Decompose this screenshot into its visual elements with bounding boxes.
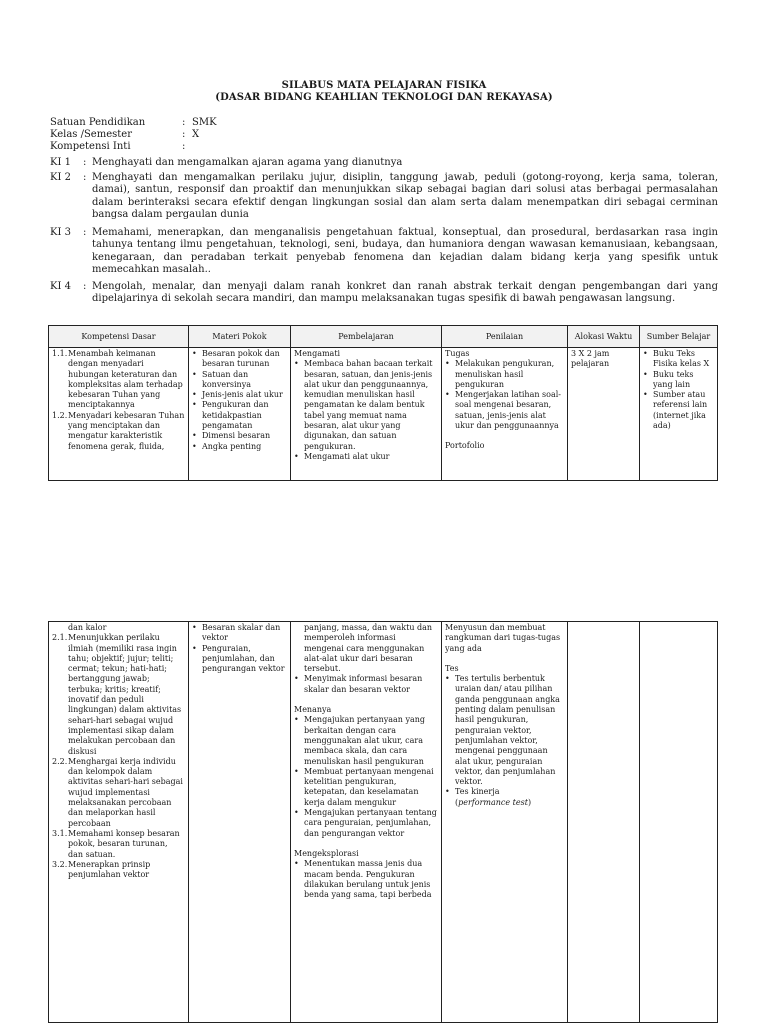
section-heading: Mengamati [294, 349, 341, 358]
list-item-continued: Menyusun dan membuat rangkuman dari tugas-tugas yang ada [445, 623, 561, 653]
col-header-materi: Materi Pokok [189, 326, 291, 348]
list-item: • Pengukuran dan ketidakpastian pengamatan [192, 400, 287, 431]
ki-4: KI 4 : Mengolah, menalar, dan menyaji dalam ranah konkret dan ranah abstrak terkait dengan pengembangan dari yang dipelajarinya di sekolah secara mandiri, dan mampu melaksanakan tugas spesifik di bawah pengawasan langsung. [50, 281, 718, 305]
meta-value: SMK [192, 117, 217, 128]
ki-code: KI 4 [50, 281, 71, 292]
col-header-pembelajaran: Pembelajaran [291, 326, 442, 348]
col-header-penilaian: Penilaian [442, 326, 568, 348]
ki-code: KI 3 [50, 227, 71, 238]
title-line-1: SILABUS MATA PELAJARAN FISIKA [281, 80, 487, 91]
section-heading: Tes [445, 663, 459, 673]
list-item: • Penguraian, penjumlahan, dan pengurangan vektor [192, 644, 287, 675]
meta-row-satuan: Satuan Pendidikan : SMK [50, 117, 217, 128]
cell-materi [189, 348, 291, 481]
col-header-sumber: Sumber Belajar [640, 326, 718, 348]
section-heading: Tugas [445, 349, 470, 358]
ki-text: Mengolah, menalar, dan menyaji dalam ranah konkret dan ranah abstrak terkait dengan pengembangan dari yang dipelajarinya di sekolah secara mandiri, dan mampu melaksanakan tugas spesifik di bawah pengawasan langsung. [92, 281, 718, 305]
list-item: 1.1. Menambah keimanan dengan menyadari hubungan keteraturan dan kompleksitas alam terhadap kebesaran Tuhan yang menciptakannya [52, 349, 183, 410]
document-title [0, 80, 768, 104]
cell-sumber [640, 622, 718, 1023]
cell-kd [49, 348, 189, 481]
list-item: 3.2. Menerapkan prinsip penjumlahan vektor [52, 859, 151, 880]
title-line-2: (DASAR BIDANG KEAHLIAN TEKNOLOGI DAN REKAYASA) [215, 92, 553, 103]
list-item: • Tes tertulis berbentuk uraian dan/ atau pilihan ganda penggunaan angka penting dalam penulisan hasil pengukuran, penguraian vektor, penjumlahan vektor, mengenai penggunaan alat ukur, penguraian vektor, dan penjumlahan vektor. [445, 674, 564, 787]
ki-3: KI 3 : Memahami, menerapkan, dan menganalisis pengetahuan faktual, konseptual, dan prosedural, berdasarkan rasa ingin tahunya tentang ilmu pengetahuan, teknologi, seni, budaya, dan humaniora dengan wawasan kemanusiaan, kebangsaan, kenegaraan, dan peradaban terkait penyebab fenomena dan kejadian dalam bidang kerja yang spesifik untuk memecahkan masalah.. [50, 227, 718, 275]
list-item: • Mengamati alat ukur [294, 452, 438, 462]
ki-2: KI 2 : Menghayati dan mengamalkan perilaku jujur, disiplin, tanggung jawab, peduli (gotong-royong, kerja sama, toleran, damai), santun, responsif dan proaktif dan menunjukkan sikap sebagai bagian dari solusi atas berbagai permasalahan dalam berinteraksi secara efektif dengan lingkungan sosial dan alam serta dalam menempatkan diri sebagai cerminan bangsa dalam pergaulan dunia [50, 172, 718, 220]
list-item: • Membaca bahan bacaan terkait besaran, satuan, dan jenis-jenis alat ukur dan penggunaannya, kemudian menuliskan hasil pengamatan ke dalam bentuk tabel yang memuat nama besaran, alat ukur yang digunakan, dan satuan pengukuran. [294, 359, 438, 452]
syllabus-table-page1 [48, 325, 718, 481]
col-header-kd: Kompetensi Dasar [49, 326, 189, 348]
list-item: • Buku Teks Fisika kelas X [643, 349, 714, 370]
list-item: • Angka penting [192, 442, 287, 452]
cell-materi [189, 622, 291, 1023]
ki-1: KI 1 : Menghayati dan mengamalkan ajaran agama yang dianutnya [50, 157, 718, 169]
list-item: • Mengerjakan latihan soal-soal mengenai besaran, satuan, jenis-jenis alat ukur dan penggunaannya [445, 390, 564, 431]
section-heading: Mengeksplorasi [294, 848, 359, 858]
cell-pembelajaran [291, 622, 442, 1023]
list-item: • Menyimak informasi besaran skalar dan besaran vektor [294, 674, 438, 695]
list-item: 2.2. Menghargai kerja individu dan kelompok dalam aktivitas sehari-hari sebagai wujud implementasi melaksanakan percobaan dan melaporkan hasil percobaan [52, 756, 183, 828]
cell-penilaian [442, 622, 568, 1023]
meta-label: Kelas /Semester [50, 129, 132, 140]
list-item: • Jenis-jenis alat ukur [192, 390, 287, 400]
list-item: • Mengajukan pertanyaan yang berkaitan dengan cara menggunakan alat ukur, cara membaca skala, dan cara menuliskan hasil pengukuran [294, 715, 438, 766]
list-item: • Mengajukan pertanyaan tentang cara penguraian, penjumlahan, dan pengurangan vektor [294, 808, 438, 839]
list-item-continued: panjang, massa, dan waktu dan memperoleh informasi mengenai cara menggunakan alat-alat ukur dari besaran tersebut. [304, 623, 433, 674]
cell-alokasi [568, 622, 640, 1023]
list-item: 3.1. Memahami konsep besaran pokok, besaran turunan, dan satuan. [52, 828, 180, 859]
list-item: • Sumber atau referensi lain (internet jika ada) [643, 390, 714, 431]
meta-label: Kompetensi Inti [50, 141, 131, 152]
list-item: • Besaran skalar dan vektor [192, 623, 287, 644]
cell-penilaian [442, 348, 568, 481]
ki-code: KI 2 [50, 172, 71, 183]
section-heading: Portofolio [445, 441, 485, 451]
list-item: • Menentukan massa jenis dua macam benda. Pengukuran dilakukan berulang untuk jenis benda yang sama, tapi berbeda [294, 859, 438, 900]
list-item: • Tes kinerja (performance test) [445, 787, 564, 808]
emphasis-text: performance test [458, 797, 528, 807]
section-heading: Menanya [294, 705, 332, 715]
cell-sumber [640, 348, 718, 481]
cell-kd [49, 622, 189, 1023]
meta-row-kelas: Kelas /Semester : X [50, 129, 200, 140]
ki-text: Menghayati dan mengamalkan ajaran agama yang dianutnya [92, 157, 403, 168]
list-item: 2.1. Menunjukkan perilaku ilmiah (memiliki rasa ingin tahu; objektif; jujur; teliti; cermat; tekun; hati-hati; bertanggung jawab; terbuka; kritis; kreatif; inovatif dan peduli lingkungan) dalam aktivitas sehari-hari sebagai wujud implementasi sikap dalam melakukan percobaan dan diskusi [52, 633, 182, 756]
cell-pembelajaran [291, 348, 442, 481]
meta-row-kompetensi: Kompetensi Inti : [50, 141, 186, 152]
list-item: • Buku teks yang lain [643, 370, 714, 391]
meta-value: X [192, 129, 200, 140]
ki-text: Menghayati dan mengamalkan perilaku jujur, disiplin, tanggung jawab, peduli (gotong-royong, kerja sama, toleran, damai), santun, responsif dan proaktif dan menunjukkan sikap sebagai bagian dari solusi atas berbagai permasalahan dalam berinteraksi secara efektif dengan lingkungan sosial dan alam serta dalam menempatkan diri sebagai cerminan bangsa dalam pergaulan dunia [92, 172, 718, 220]
list-item: • Dimensi besaran [192, 431, 287, 441]
ki-text: Memahami, menerapkan, dan menganalisis pengetahuan faktual, konseptual, dan prosedural, berdasarkan rasa ingin tahunya tentang ilmu pengetahuan, teknologi, seni, budaya, dan humaniora dengan wawasan kemanusiaan, kebangsaan, kenegaraan, dan peradaban terkait penyebab fenomena dan kejadian dalam bidang kerja yang spesifik untuk memecahkan masalah.. [92, 227, 718, 275]
list-item: • Besaran pokok dan besaran turunan [192, 349, 287, 370]
meta-label: Satuan Pendidikan [50, 117, 146, 128]
syllabus-table-page2 [48, 621, 718, 1023]
col-header-alokasi: Alokasi Waktu [568, 326, 640, 348]
list-item: • Satuan dan konversinya [192, 370, 287, 391]
list-item: 1.2. Menyadari kebesaran Tuhan yang menciptakan dan mengatur karakteristik fenomena gerak, fluida, [52, 410, 185, 451]
cell-alokasi: 3 X 2 jam pelajaran [568, 348, 640, 481]
list-item: • Melakukan pengukuran, menuliskan hasil pengukuran [445, 359, 564, 390]
list-item-continued: dan kalor [68, 623, 107, 632]
list-item: • Membuat pertanyaan mengenai ketelitian pengukuran, ketepatan, dan keselamatan kerja dalam mengukur [294, 767, 438, 808]
ki-code: KI 1 [50, 157, 71, 168]
